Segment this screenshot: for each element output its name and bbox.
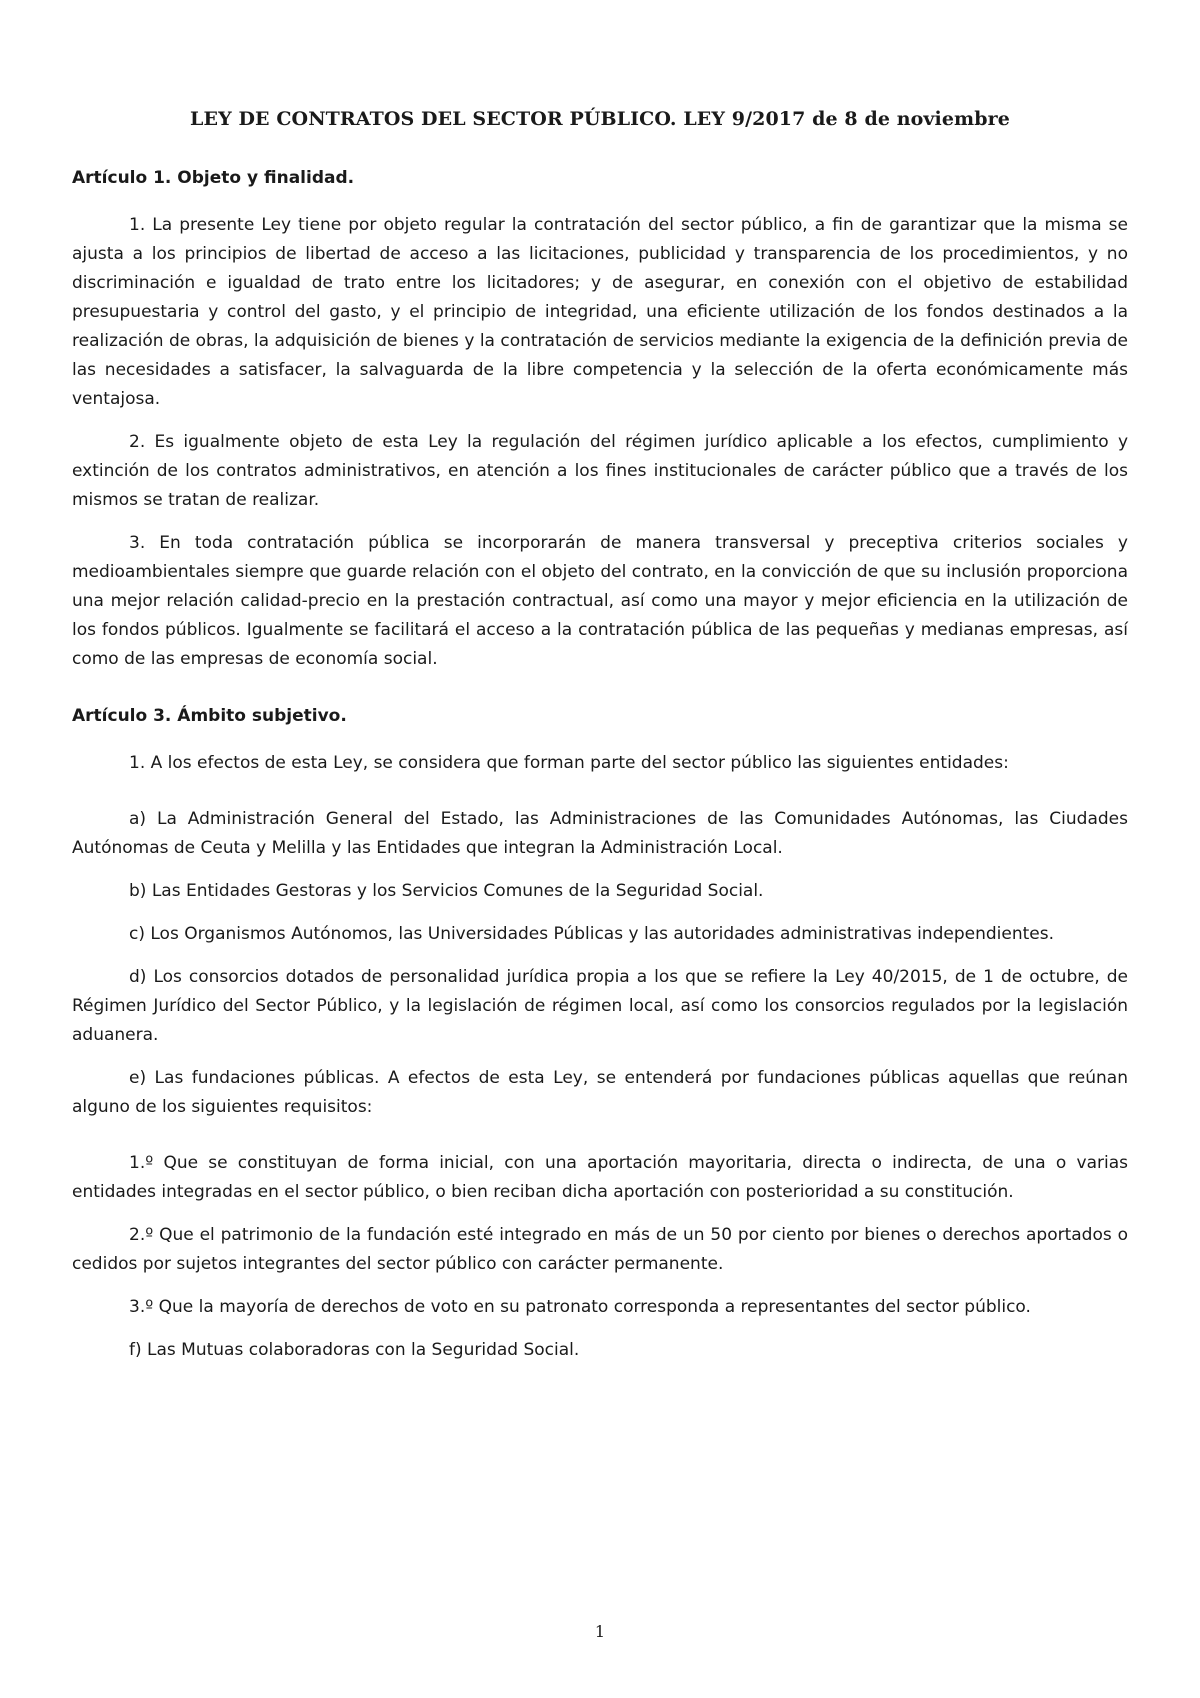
article-3-intro: 1. A los efectos de esta Ley, se considera que forman parte del sector público las siguientes entidades: xyxy=(129,753,1009,773)
article-1-paragraph-1: 1. La presente Ley tiene por objeto regular la contratación del sector público, a fin de garantizar que la misma se ajusta a los principios de libertad de acceso a las licitaciones, publicidad y transparencia de los procedimientos, y no discriminación e igualdad de trato entre los licitadores; y de asegurar, en conexión con el objetivo de estabilidad presupuestaria y control del gasto, y el principio de integridad, una eficiente utilización de los fondos destinados a la realización de obras, la adquisición de bienes y la contratación de servicios mediante la exigencia de la definición previa de las necesidades a satisfacer, la salvaguarda de la libre competencia y la selección de la oferta económicamente más ventajosa. xyxy=(72,215,1128,409)
article-1-heading: Artículo 1. Objeto y finalidad. xyxy=(72,168,355,188)
article-3-subitem-1: 1.º Que se constituyan de forma inicial, con una aportación mayoritaria, directa o indirecta, de una o varias entidades integradas en el sector público, o bien reciban dicha aportación con posterioridad a su constitución. xyxy=(72,1153,1128,1202)
article-3-subitem-3: 3.º Que la mayoría de derechos de voto en su patronato corresponda a representantes del sector público. xyxy=(129,1297,1031,1317)
article-3-heading: Artículo 3. Ámbito subjetivo. xyxy=(72,706,347,726)
page-number: 1 xyxy=(594,1622,606,1641)
article-3-subitem-2: 2.º Que el patrimonio de la fundación esté integrado en más de un 50 por ciento por bienes o derechos aportados o cedidos por sujetos integrantes del sector público con carácter permanente. xyxy=(72,1225,1128,1274)
article-3-item-b: b) Las Entidades Gestoras y los Servicios Comunes de la Seguridad Social. xyxy=(129,881,764,901)
article-3-item-c: c) Los Organismos Autónomos, las Universidades Públicas y las autoridades administrativas independientes. xyxy=(129,924,1054,944)
article-1-paragraph-2: 2. Es igualmente objeto de esta Ley la regulación del régimen jurídico aplicable a los efectos, cumplimiento y extinción de los contratos administrativos, en atención a los fines institucionales de carácter público que a través de los mismos se tratan de realizar. xyxy=(72,432,1128,510)
article-3-item-d: d) Los consorcios dotados de personalidad jurídica propia a los que se refiere la Ley 40/2015, de 1 de octubre, de Régimen Jurídico del Sector Público, y la legislación de régimen local, así como los consorcios regulados por la legislación aduanera. xyxy=(72,967,1128,1045)
article-3-item-f: f) Las Mutuas colaboradoras con la Seguridad Social. xyxy=(129,1340,580,1360)
document-page xyxy=(72,108,1128,1668)
document-title: LEY DE CONTRATOS DEL SECTOR PÚBLICO. LEY 9/2017 de 8 de noviembre xyxy=(190,108,1010,130)
article-3-item-a: a) La Administración General del Estado, las Administraciones de las Comunidades Autónomas, las Ciudades Autónomas de Ceuta y Melilla y las Entidades que integran la Administración Local. xyxy=(72,809,1128,858)
article-3-item-e: e) Las fundaciones públicas. A efectos de esta Ley, se entenderá por fundaciones públicas aquellas que reúnan alguno de los siguientes requisitos: xyxy=(72,1068,1128,1117)
article-1-paragraph-3: 3. En toda contratación pública se incorporarán de manera transversal y preceptiva criterios sociales y medioambientales siempre que guarde relación con el objeto del contrato, en la convicción de que su inclusión proporciona una mejor relación calidad-precio en la prestación contractual, así como una mayor y mejor eficiencia en la utilización de los fondos públicos. Igualmente se facilitará el acceso a la contratación pública de las pequeñas y medianas empresas, así como de las empresas de economía social. xyxy=(72,533,1128,669)
